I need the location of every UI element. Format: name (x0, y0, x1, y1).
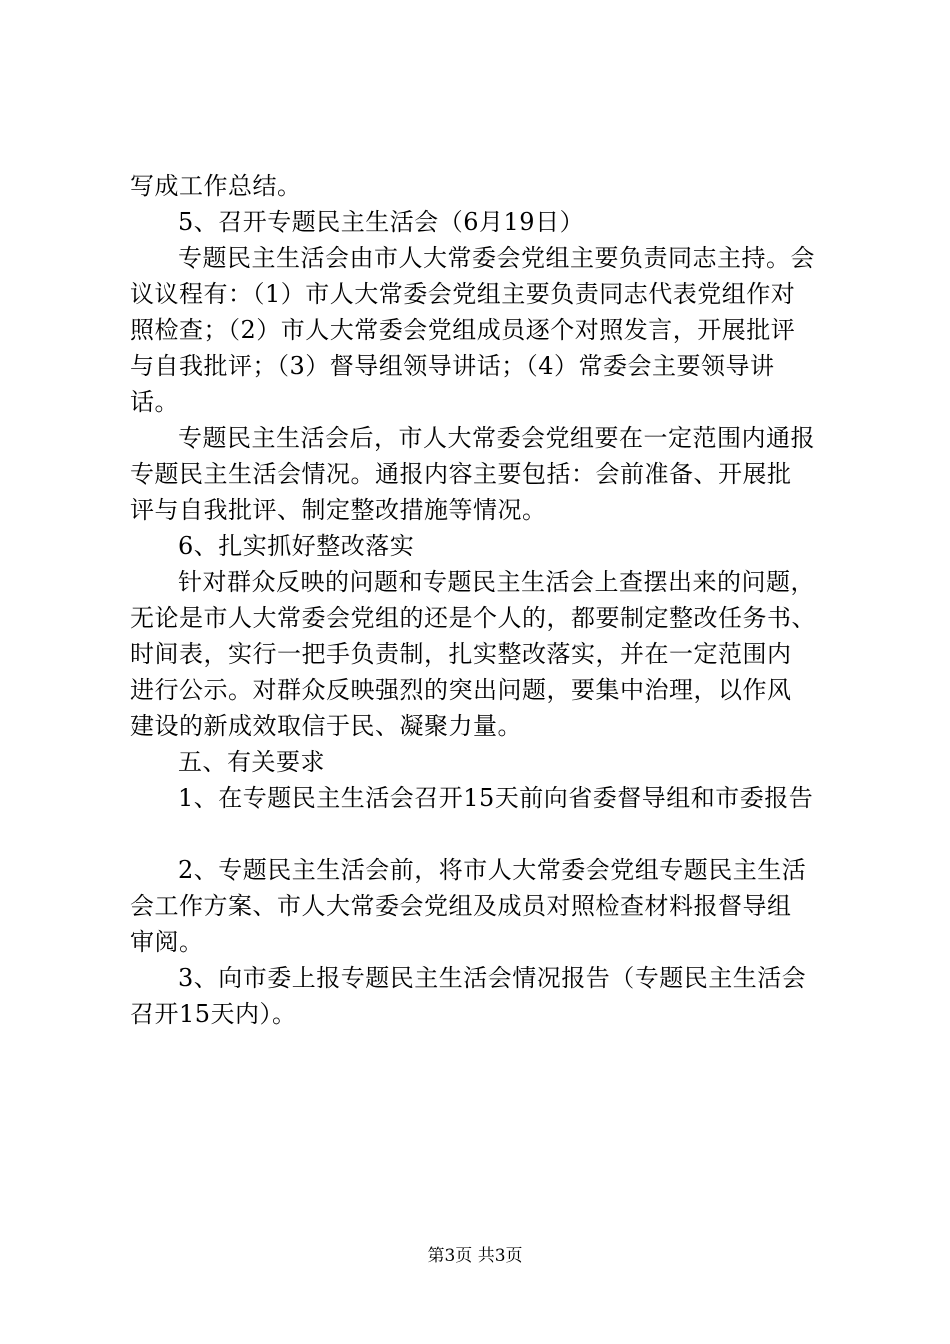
text-line: 与自我批评；（3）督导组领导讲话；（4）常委会主要领导讲 (130, 352, 775, 380)
section-heading: 5、召开专题民主生活会（6月19日） (178, 208, 585, 236)
text-line: 1、在专题民主生活会召开15天前向省委督导组和市委报告 (178, 784, 814, 812)
text-line: 进行公示。对群众反映强烈的突出问题，要集中治理，以作风 (130, 676, 792, 704)
text-line: 2、专题民主生活会前，将市人大常委会党组专题民主生活 (178, 856, 807, 884)
section-heading: 6、扎实抓好整改落实 (178, 532, 415, 560)
document-body (130, 168, 836, 1032)
text-line: 照检查；（2）市人大常委会党组成员逐个对照发言，开展批评 (130, 316, 796, 344)
page-footer: 第3页 共3页 (427, 1246, 523, 1266)
section-heading: 五、有关要求 (178, 748, 325, 776)
blank-line (130, 816, 836, 852)
text-line: 无论是市人大常委会党组的还是个人的，都要制定整改任务书、 (130, 604, 816, 632)
text-line: 针对群众反映的问题和专题民主生活会上查摆出来的问题， (178, 568, 815, 596)
text-line: 专题民主生活会后，市人大常委会党组要在一定范围内通报 (178, 424, 815, 452)
text-line: 审阅。 (130, 928, 204, 956)
text-line: 议议程有：（1）市人大常委会党组主要负责同志代表党组作对 (130, 280, 796, 308)
text-line: 专题民主生活会情况。通报内容主要包括：会前准备、开展批 (130, 460, 792, 488)
text-line: 专题民主生活会由市人大常委会党组主要负责同志主持。会 (178, 244, 815, 272)
text-line: 召开15天内）。 (130, 1000, 297, 1028)
text-line: 时间表，实行一把手负责制，扎实整改落实，并在一定范围内 (130, 640, 792, 668)
text-line: 评与自我批评、制定整改措施等情况。 (130, 496, 547, 524)
text-line: 建设的新成效取信于民、凝聚力量。 (130, 712, 522, 740)
text-line: 3、向市委上报专题民主生活会情况报告（专题民主生活会 (178, 964, 807, 992)
text-line: 会工作方案、市人大常委会党组及成员对照检查材料报督导组 (130, 892, 792, 920)
text-line: 写成工作总结。 (130, 172, 302, 200)
text-line: 话。 (130, 388, 179, 416)
